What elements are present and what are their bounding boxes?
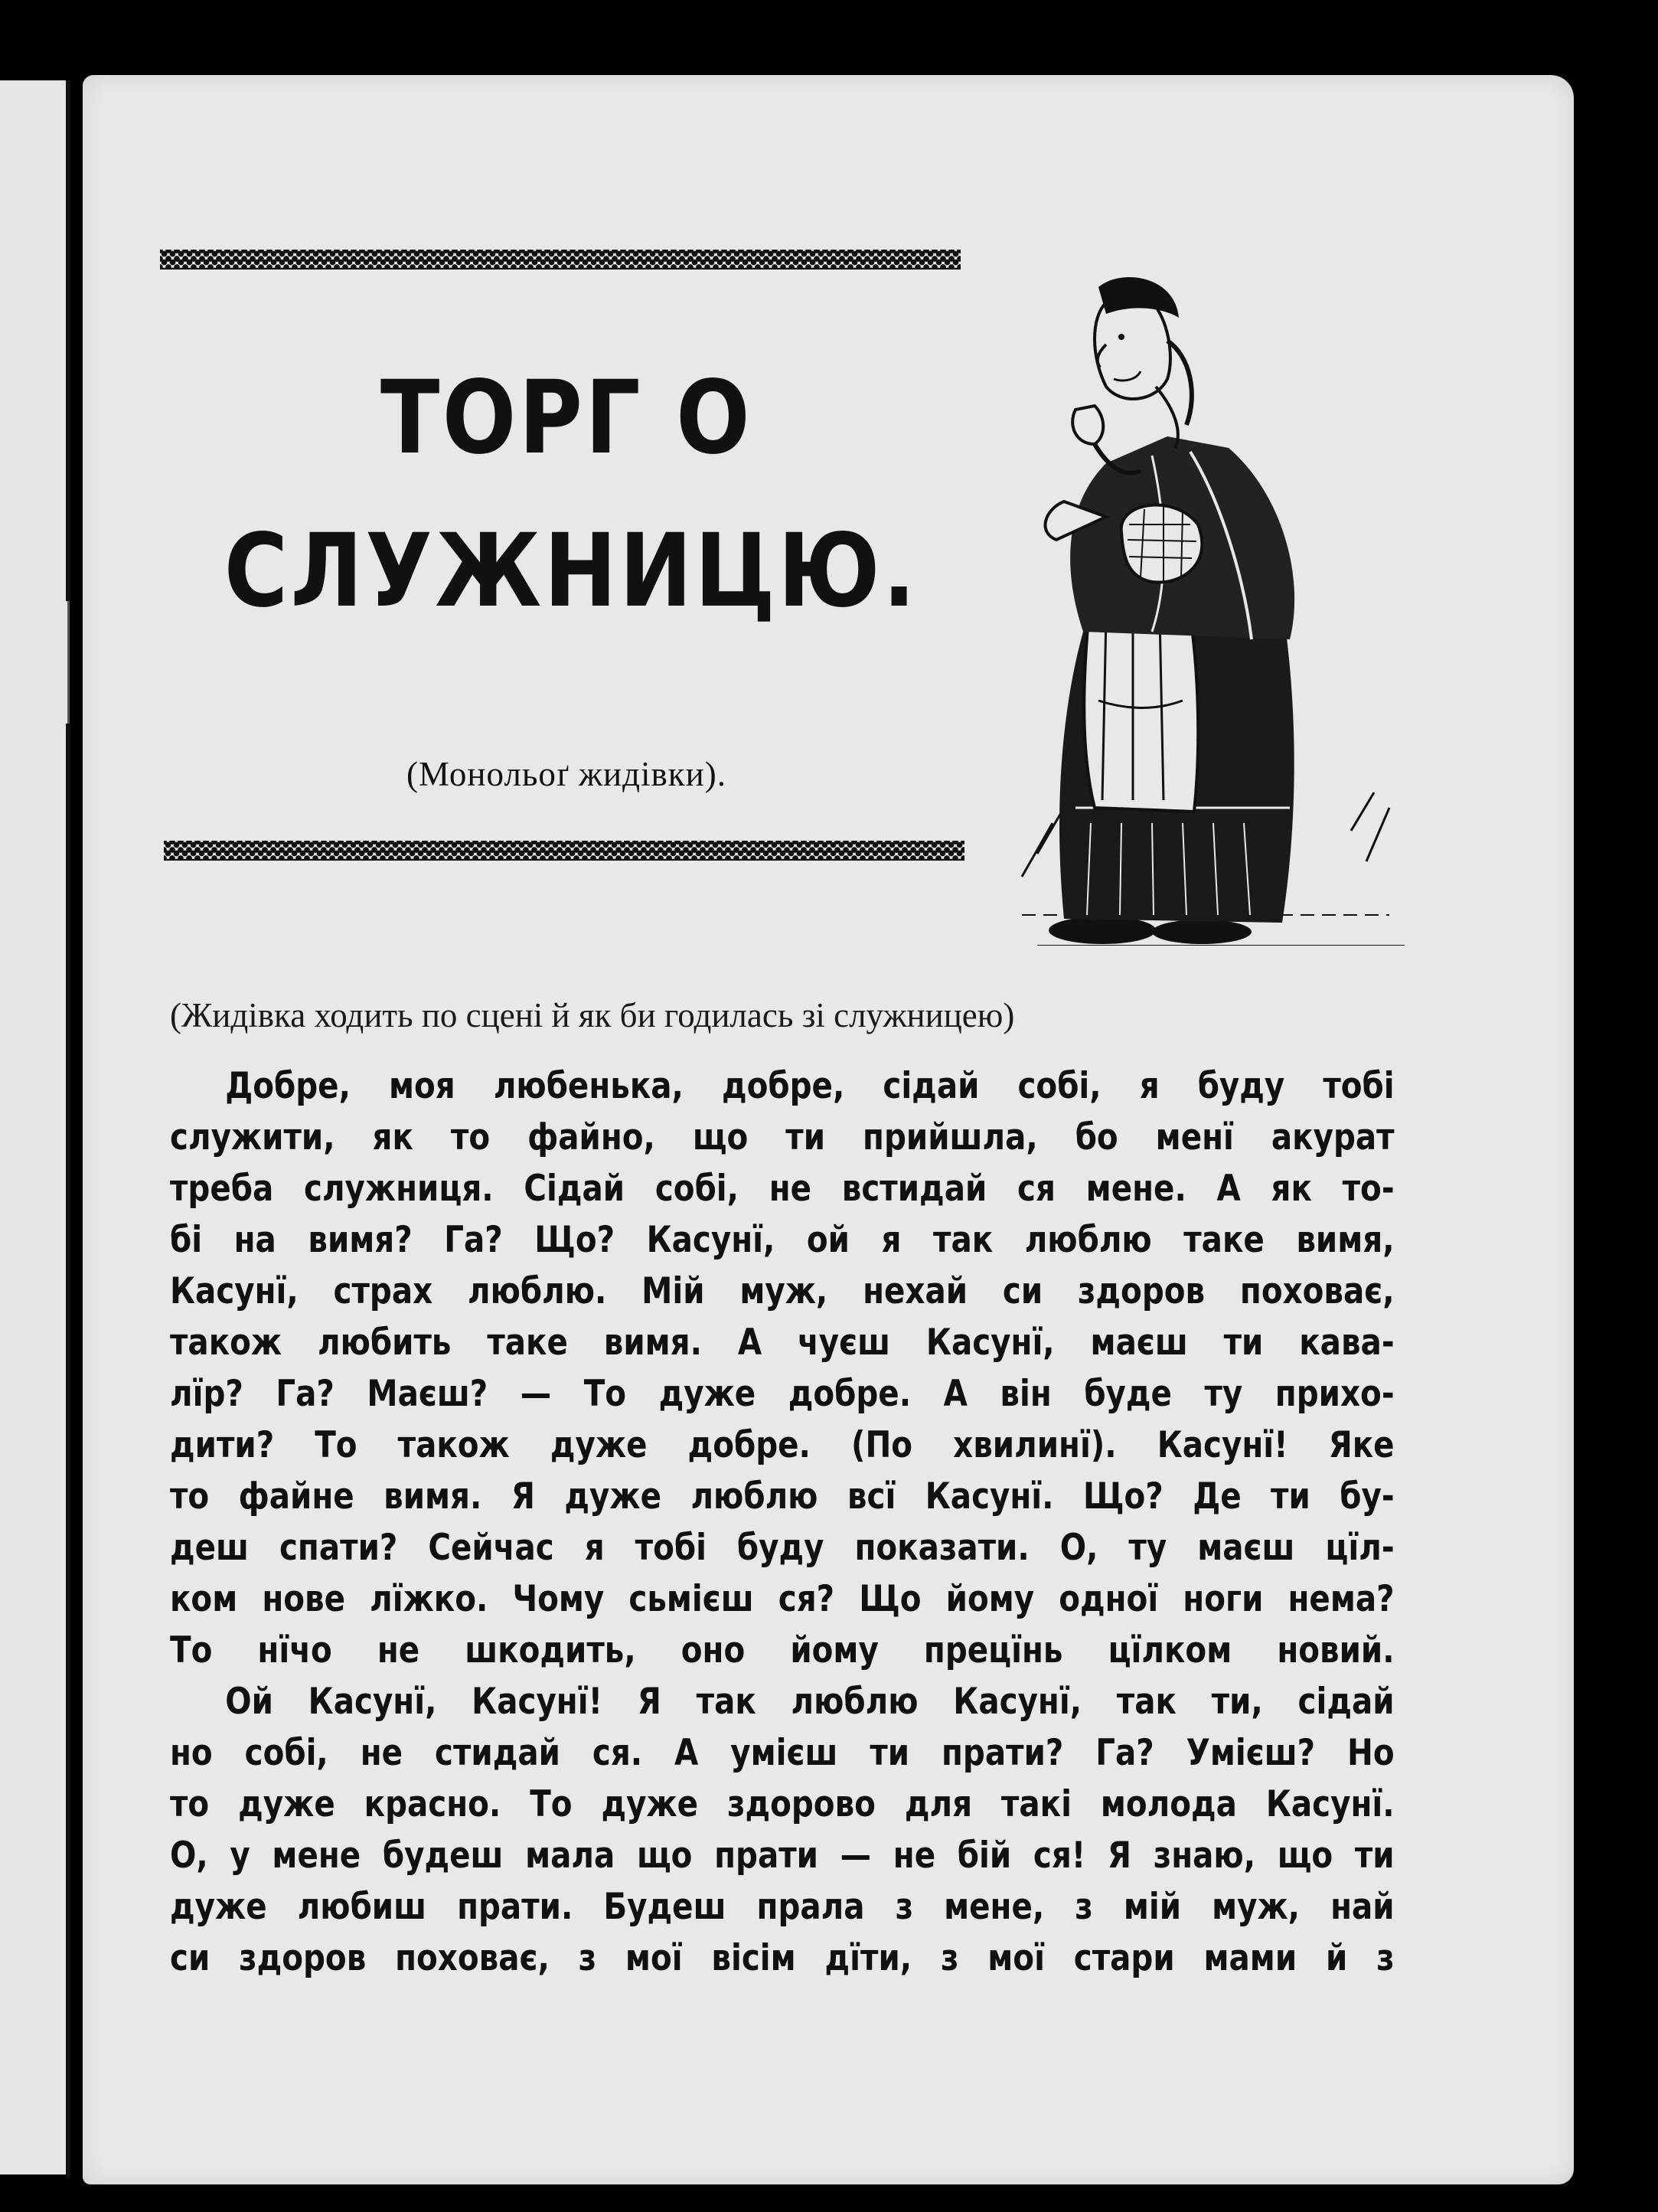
text-line: деш спати? Сейчас я тобі буду показати. О, ту маєш цїл- [170,1527,1395,1569]
text-line: Касунї, страх люблю. Мій муж, нехай си здоров поховає, [170,1270,1395,1312]
text-line: то файне вимя. Я дуже люблю всї Касунї. Що? Де ти бу- [170,1475,1395,1518]
text-line: О, у мене будеш мала що прати — не бій ся! Я знаю, що ти [170,1835,1395,1877]
text-line: служити, як то файно, що ти прийшла, бо менї акурат [170,1116,1395,1158]
left-page-edge [0,80,70,2174]
old-woman-illustration [991,272,1420,946]
text-line: дуже любиш прати. Будеш прала з мене, з мій муж, най [170,1886,1395,1928]
text-line: си здоров поховає, з мої вісім дїти, з мої стари мами й з [170,1937,1395,1979]
monologue-text [170,1060,1395,1984]
text-line: треба служниця. Сідай собі, не встидай ся мене. А як то- [170,1168,1395,1210]
subtitle: (Монольоґ жидівки). [406,755,726,793]
title-line-2: СЛУЖНИЦЮ. [224,512,919,630]
gutter-line [66,724,70,2178]
stage-direction: (Жидівка ходить по сцені й як би годилась зі служницею) [170,996,1015,1034]
text-line: дити? То також дуже добре. (По хвилинї). Касунї! Яке [170,1424,1395,1466]
text-line: також любить таке вимя. А чуєш Касунї, маєш ти кава- [170,1322,1395,1364]
text-line: Добре, моя любенька, добре, сідай собі, я буду тобі [225,1065,1395,1107]
text-line: ком нове лїжко. Чому сьмієш ся? Що йому одної ноги нема? [170,1578,1395,1620]
text-line: лїр? Га? Маєш? — То дуже добре. А він буде ту прихо- [170,1373,1395,1415]
text-line: но собі, не стидай ся. А умієш ти прати? Га? Умієш? Но [170,1732,1395,1774]
title-line-1: ТОРГ О [380,359,753,477]
top-ornament-rule [160,250,961,270]
text-line: бі на вимя? Га? Що? Касунї, ой я так люблю таке вимя, [170,1219,1395,1261]
gutter-line [66,80,70,601]
text-line: то дуже красно. То дуже здорово для такі молода Касунї. [170,1783,1395,1825]
bottom-ornament-rule [164,841,964,861]
text-line: Ой Касунї, Касунї! Я так люблю Касунї, так ти, сідай [225,1681,1395,1723]
text-line: То нїчо не шкодить, оно йому прецїнь цїлком новий. [170,1629,1395,1671]
